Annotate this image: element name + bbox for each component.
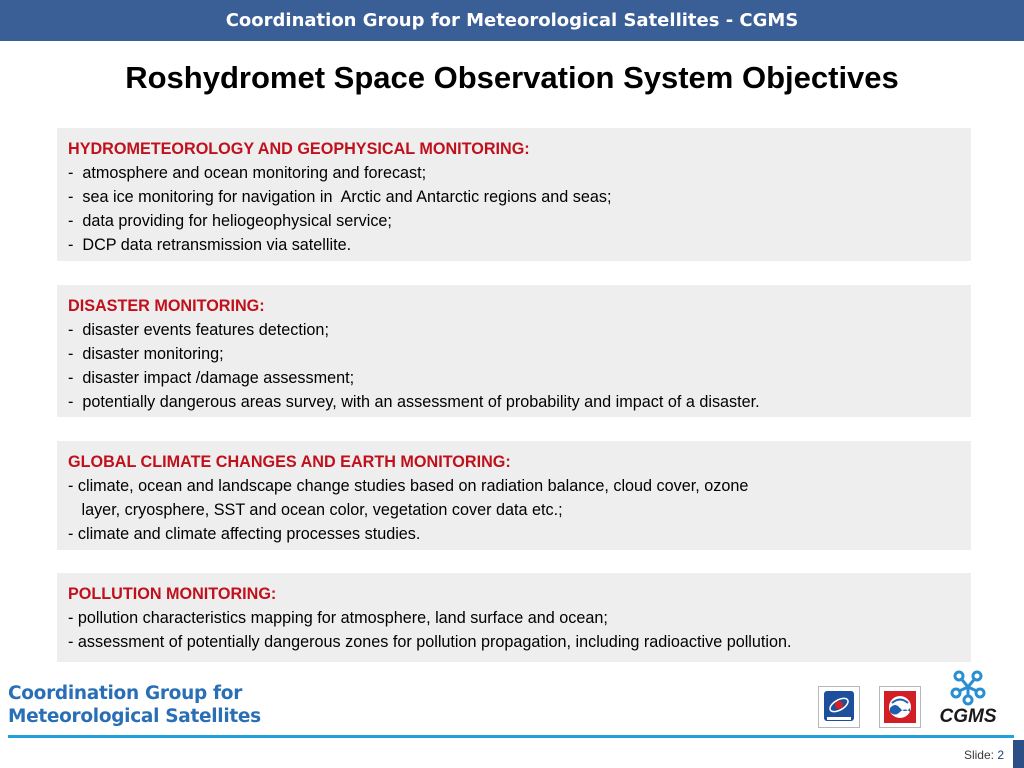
roshydromet-logo-icon (879, 686, 921, 728)
section-bullet: - potentially dangerous areas survey, with an assessment of probability and impact of a disaster. (68, 393, 760, 411)
section-bullet: - climate and climate affecting processes studies. (68, 525, 421, 543)
slide-number-label: Slide: (963, 748, 994, 762)
section-pollution-monitoring (57, 573, 971, 662)
section-bullet: - pollution characteristics mapping for atmosphere, land surface and ocean; (68, 609, 608, 627)
section-bullet: - disaster events features detection; (68, 321, 329, 339)
cgms-logo-text: CGMS (939, 706, 997, 727)
cgms-network-icon (938, 668, 998, 706)
section-bullet: layer, cryosphere, SST and ocean color, vegetation cover data etc.; (68, 501, 563, 519)
cgms-logo (938, 668, 998, 730)
slide-corner-accent (1013, 740, 1024, 768)
section-bullet: - data providing for heliogeophysical service; (68, 212, 392, 230)
footer-divider (8, 735, 1014, 738)
section-bullet: - sea ice monitoring for navigation in Arctic and Antarctic regions and seas; (68, 188, 612, 206)
section-bullet: - atmosphere and ocean monitoring and forecast; (68, 164, 427, 182)
roscosmos-logo-icon (818, 686, 860, 728)
slide-number-value: 2 (997, 748, 1004, 762)
section-bullet: - climate, ocean and landscape change studies based on radiation balance, cloud cover, ozone (68, 477, 749, 495)
cgms-wordmark-line2: Meteorological Satellites (8, 706, 261, 727)
section-heading: HYDROMETEOROLOGY AND GEOPHYSICAL MONITORING: (68, 140, 530, 158)
cgms-wordmark (8, 682, 261, 728)
section-heading: GLOBAL CLIMATE CHANGES AND EARTH MONITORING: (68, 453, 511, 471)
section-bullet: - assessment of potentially dangerous zones for pollution propagation, including radioactive pollution. (68, 633, 792, 651)
header-bar (0, 0, 1024, 41)
header-bar-title: Coordination Group for Meteorological Satellites - CGMS (225, 10, 799, 31)
section-heading: POLLUTION MONITORING: (68, 585, 277, 603)
section-bullet: - disaster monitoring; (68, 345, 224, 363)
section-hydrometeorology (57, 128, 971, 261)
cgms-wordmark-line1: Coordination Group for (8, 683, 243, 704)
section-disaster-monitoring (57, 285, 971, 417)
slide-title: Roshydromet Space Observation System Objectives (125, 60, 899, 95)
section-bullet: - disaster impact /damage assessment; (68, 369, 355, 387)
section-climate-monitoring (57, 441, 971, 550)
section-heading: DISASTER MONITORING: (68, 297, 265, 315)
slide-number (964, 748, 1004, 762)
section-bullet: - DCP data retransmission via satellite. (68, 236, 352, 254)
